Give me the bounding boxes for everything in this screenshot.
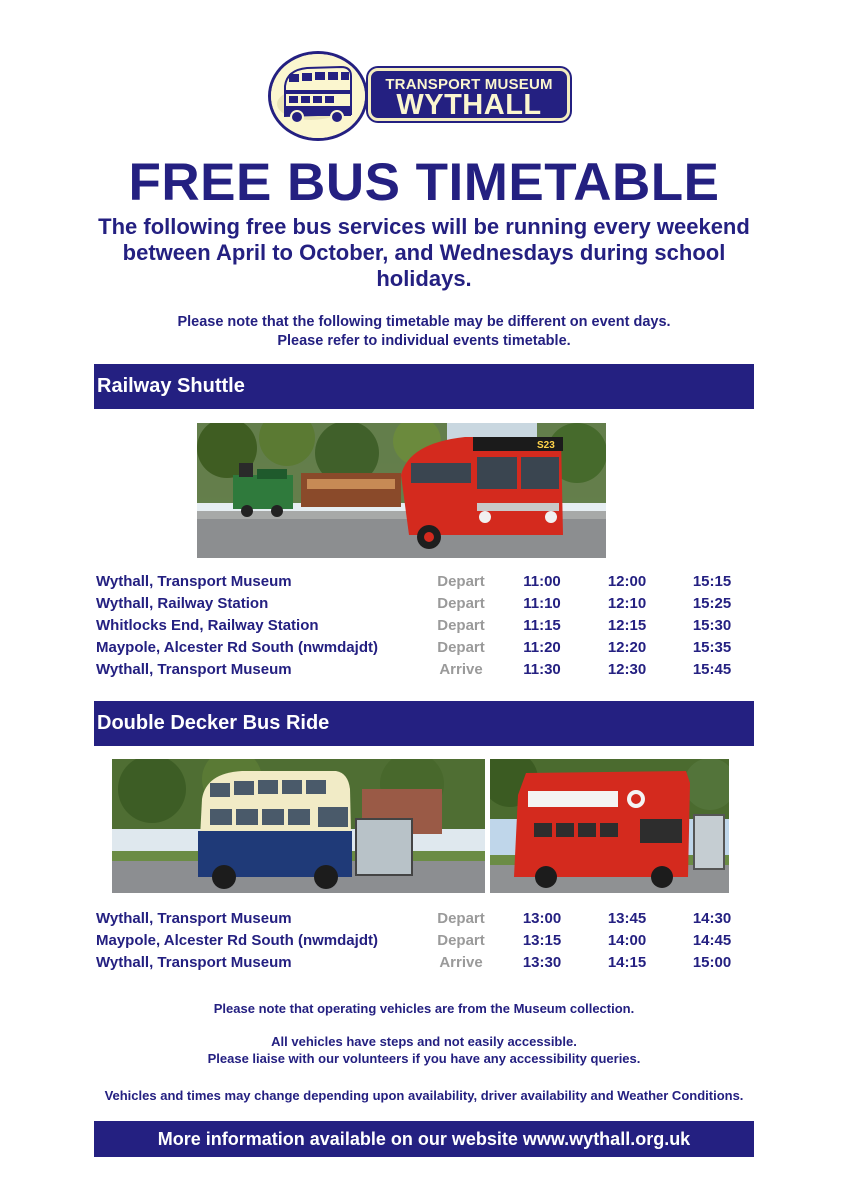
- blue-cream-double-decker-photo: [112, 759, 485, 893]
- time-3: 15:35: [692, 639, 732, 656]
- time-1: 11:15: [523, 617, 561, 634]
- double-decker-row-1: [96, 910, 756, 932]
- time-1: 11:30: [523, 661, 561, 678]
- double-decker-heading: Double Decker Bus Ride: [97, 712, 330, 734]
- railway-row-2: [96, 595, 756, 617]
- time-3: 15:30: [692, 617, 732, 634]
- time-2: 12:30: [607, 661, 647, 678]
- event-days-note-line1: Please note that the following timetable may be different on event days.: [177, 314, 671, 330]
- stop-name: Wythall, Transport Museum: [96, 573, 292, 590]
- time-1: 13:15: [522, 932, 562, 949]
- website-link-text[interactable]: More information available on our website www.wythall.org.uk: [157, 1129, 691, 1149]
- accessibility-note-line1: All vehicles have steps and not easily accessible.: [271, 1034, 577, 1049]
- museum-logo-emblem: [268, 51, 368, 141]
- accessibility-note: [60, 1033, 788, 1067]
- time-3: 15:25: [692, 595, 732, 612]
- time-2: 12:15: [607, 617, 647, 634]
- double-decker-bus-icon: [271, 54, 365, 138]
- time-2: 12:00: [607, 573, 647, 590]
- page-title: FREE BUS TIMETABLE: [128, 153, 720, 212]
- railway-shuttle-heading-band: [94, 364, 754, 409]
- event-days-note-line2: Please refer to individual events timetable.: [277, 333, 571, 349]
- red-single-decker-bus-photo: [197, 423, 606, 558]
- time-3: 15:00: [692, 954, 732, 971]
- stop-name: Wythall, Transport Museum: [96, 661, 292, 678]
- stop-name: Whitlocks End, Railway Station: [96, 617, 319, 634]
- time-1: 11:00: [523, 573, 561, 590]
- bus-destination-label: S23: [537, 440, 555, 451]
- double-decker-heading-band: [94, 701, 754, 746]
- availability-note: Vehicles and times may change depending upon availability, driver availability and Weather Conditions.: [104, 1088, 744, 1103]
- railway-shuttle-heading: Railway Shuttle: [97, 375, 245, 397]
- stop-name: Maypole, Alcester Rd South (nwmdajdt): [96, 639, 378, 656]
- time-2: 14:00: [607, 932, 647, 949]
- railway-row-3: [96, 617, 756, 639]
- time-3: 14:30: [692, 910, 732, 927]
- accessibility-note-line2: Please liaise with our volunteers if you have any accessibility queries.: [207, 1051, 641, 1066]
- stop-action: Depart: [437, 910, 485, 927]
- stop-name: Wythall, Transport Museum: [96, 910, 292, 927]
- logo-text-top: TRANSPORT MUSEUM: [385, 76, 553, 93]
- stop-action: Depart: [437, 639, 485, 656]
- logo-text-bottom: WYTHALL: [396, 89, 542, 121]
- double-decker-row-3: [96, 954, 756, 976]
- railway-row-4: [96, 639, 756, 661]
- time-1: 11:10: [523, 595, 561, 612]
- museum-collection-note: Please note that operating vehicles are from the Museum collection.: [213, 1001, 635, 1016]
- time-1: 13:00: [522, 910, 562, 927]
- stop-action: Arrive: [439, 661, 483, 678]
- time-2: 14:15: [607, 954, 647, 971]
- time-1: 13:30: [522, 954, 562, 971]
- time-2: 12:10: [607, 595, 647, 612]
- time-1: 11:20: [523, 639, 561, 656]
- stop-name: Maypole, Alcester Rd South (nwmdajdt): [96, 932, 378, 949]
- stop-name: Wythall, Transport Museum: [96, 954, 292, 971]
- railway-row-5: [96, 661, 756, 683]
- stop-action: Depart: [437, 617, 485, 634]
- time-2: 12:20: [607, 639, 647, 656]
- museum-logo-badge: [368, 68, 570, 121]
- time-2: 13:45: [607, 910, 647, 927]
- double-decker-row-2: [96, 932, 756, 954]
- red-open-top-bus-photo: [490, 759, 729, 893]
- railway-shuttle-photo: [197, 423, 606, 558]
- stop-name: Wythall, Railway Station: [96, 595, 269, 612]
- intro-text: The following free bus services will be running every weekend between April to October, and Wednesdays during school holidays.: [98, 214, 750, 291]
- time-3: 15:15: [692, 573, 732, 590]
- stop-action: Depart: [437, 595, 485, 612]
- stop-action: Depart: [437, 932, 485, 949]
- blue-double-decker-bus-photo: [112, 759, 485, 893]
- event-days-note: [80, 313, 768, 351]
- website-banner: [94, 1121, 754, 1157]
- stop-action: Arrive: [439, 954, 483, 971]
- stop-action: Depart: [437, 573, 485, 590]
- red-double-decker-bus-photo: [490, 759, 729, 893]
- railway-row-1: [96, 573, 756, 595]
- time-3: 14:45: [692, 932, 732, 949]
- time-3: 15:45: [692, 661, 732, 678]
